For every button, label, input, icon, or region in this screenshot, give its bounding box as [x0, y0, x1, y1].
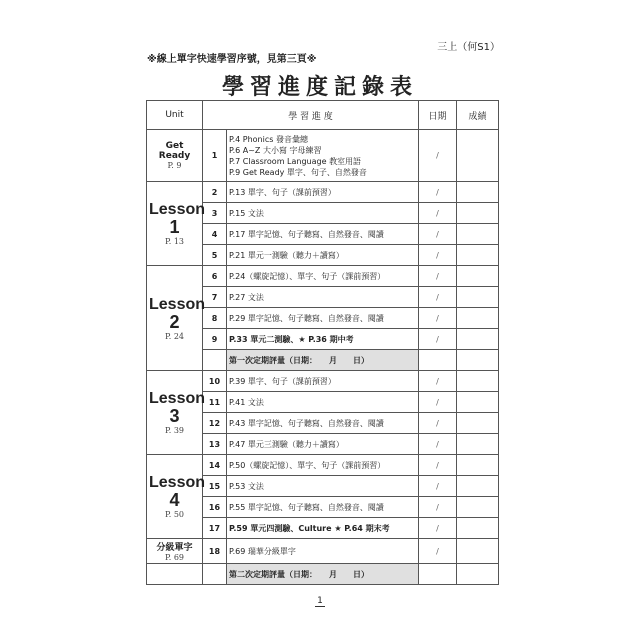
progress-text: P.50（螺旋記憶）、單字、句子（課前預習） — [227, 455, 419, 476]
exam-1-label: 第一次定期評量（日期： 月 日） — [227, 350, 419, 371]
date-cell[interactable]: / — [419, 266, 457, 287]
date-cell[interactable]: / — [419, 518, 457, 539]
unit-name: Lesson — [149, 201, 206, 218]
unit-number: 3 — [169, 406, 180, 426]
unit-name: Lesson — [149, 295, 206, 313]
row-number: 15 — [203, 476, 227, 497]
score-cell[interactable] — [457, 329, 499, 350]
score-cell[interactable] — [457, 518, 499, 539]
progress-text: P.33 單元二測驗、★ P.36 期中考 — [227, 329, 419, 350]
header-date: 日期 — [419, 101, 457, 130]
unit-cell-lesson-4 — [147, 455, 206, 539]
progress-text: P.55 單字記憶、句子聽寫、自然發音、閱讀 — [227, 497, 419, 518]
date-cell[interactable]: / — [419, 434, 457, 455]
row-number: 1 — [203, 130, 227, 182]
unit-number: 2 — [169, 311, 180, 332]
unit-cell-lesson-1 — [147, 182, 206, 266]
progress-text: P.29 單字記憶、句子聽寫、自然發音、閱讀 — [227, 308, 419, 329]
header-score: 成績 — [457, 101, 499, 130]
empty-cell — [203, 350, 227, 371]
serial-number-note: ※線上單字快速學習序號，見第三頁※ — [147, 54, 317, 65]
row-number: 10 — [203, 371, 227, 392]
page-number-text: 1 — [317, 596, 323, 606]
table-header-row — [147, 101, 499, 130]
row-number: 8 — [203, 308, 227, 329]
table-row — [147, 130, 499, 182]
unit-name: 分級單字 — [156, 543, 193, 553]
score-cell[interactable] — [457, 371, 499, 392]
progress-line: P.9 Get Ready 單字、句子、自然發音 — [229, 167, 367, 177]
row-number: 3 — [203, 203, 227, 224]
progress-text: P.59 單元四測驗、Culture ★ P.64 期末考 — [227, 518, 419, 539]
progress-line: P.6 A~Z 大小寫 字母練習 — [229, 145, 322, 155]
row-number: 11 — [203, 392, 227, 413]
score-cell[interactable] — [457, 287, 499, 308]
progress-text: P.53 文法 — [227, 476, 419, 497]
unit-page: P. 39 — [164, 426, 185, 435]
unit-page: P. 13 — [164, 237, 185, 246]
progress-text: P.17 單字記憶、句子聽寫、自然發音、閱讀 — [227, 224, 419, 245]
score-cell[interactable] — [457, 224, 499, 245]
date-cell[interactable]: / — [419, 329, 457, 350]
unit-number: 1 — [169, 217, 180, 237]
header-unit: Unit — [147, 101, 203, 130]
date-cell[interactable]: / — [419, 371, 457, 392]
row-number: 12 — [203, 413, 227, 434]
date-cell[interactable]: / — [419, 130, 457, 182]
score-cell[interactable] — [457, 455, 499, 476]
exam-2-score-cell[interactable] — [457, 564, 499, 585]
date-cell[interactable]: / — [419, 413, 457, 434]
score-cell[interactable] — [457, 130, 499, 182]
unit-name: Lesson — [149, 390, 206, 407]
page-title: 學習進度記錄表 — [221, 75, 418, 100]
table-row — [147, 371, 499, 392]
progress-line: P.7 Classroom Language 教室用語 — [229, 156, 362, 166]
empty-cell — [147, 564, 203, 585]
progress-text — [227, 130, 419, 182]
unit-cell-lesson-3 — [147, 371, 206, 455]
progress-text: P.13 單字、句子（課前預習） — [227, 182, 419, 203]
row-number: 18 — [203, 539, 227, 564]
score-cell[interactable] — [457, 434, 499, 455]
table-row — [147, 539, 499, 564]
score-cell[interactable] — [457, 476, 499, 497]
row-number: 17 — [203, 518, 227, 539]
score-cell[interactable] — [457, 245, 499, 266]
date-cell[interactable]: / — [419, 308, 457, 329]
score-cell[interactable] — [457, 392, 499, 413]
empty-cell — [203, 564, 227, 585]
exam-row — [147, 564, 499, 585]
date-cell[interactable]: / — [419, 539, 457, 564]
row-number: 16 — [203, 497, 227, 518]
score-cell[interactable] — [457, 539, 499, 564]
progress-line: P.4 Phonics 發音彙總 — [229, 134, 308, 144]
exam-2-label: 第二次定期評量（日期： 月 日） — [227, 564, 419, 585]
table-row — [147, 266, 499, 287]
table-row — [147, 182, 499, 203]
row-number: 9 — [203, 329, 227, 350]
row-number: 2 — [203, 182, 227, 203]
unit-cell-lesson-2 — [147, 266, 206, 371]
progress-text: P.27 文法 — [227, 287, 419, 308]
score-cell[interactable] — [457, 497, 499, 518]
progress-text: P.15 文法 — [227, 203, 419, 224]
exam-1-date-cell[interactable] — [419, 350, 457, 371]
row-number: 4 — [203, 224, 227, 245]
unit-page: P. 50 — [164, 510, 185, 519]
progress-text: P.47 單元三測驗（聽力＋讀寫） — [227, 434, 419, 455]
date-cell[interactable]: / — [419, 455, 457, 476]
date-cell[interactable]: / — [419, 392, 457, 413]
unit-page: P. 24 — [164, 331, 185, 341]
exam-2-date-cell[interactable] — [419, 564, 457, 585]
score-cell[interactable] — [457, 413, 499, 434]
table-row — [147, 455, 499, 476]
row-number: 7 — [203, 287, 227, 308]
date-cell[interactable]: / — [419, 287, 457, 308]
row-number: 5 — [203, 245, 227, 266]
progress-text: P.21 單元一測驗（聽力＋讀寫） — [227, 245, 419, 266]
progress-table — [146, 100, 499, 585]
progress-text: P.69 瑞華分級單字 — [227, 539, 419, 564]
unit-name: Get Ready — [158, 141, 191, 161]
unit-number: 4 — [169, 490, 180, 510]
unit-cell-get-ready — [147, 130, 203, 182]
score-cell[interactable] — [457, 182, 499, 203]
header-progress: 學 習 進 度 — [203, 101, 419, 130]
unit-page: P. 9 — [167, 161, 182, 170]
score-cell[interactable] — [457, 308, 499, 329]
exam-1-score-cell[interactable] — [457, 350, 499, 371]
progress-text: P.43 單字記憶、句子聽寫、自然發音、閱讀 — [227, 413, 419, 434]
date-cell[interactable]: / — [419, 497, 457, 518]
date-cell[interactable]: / — [419, 224, 457, 245]
page-number — [0, 596, 640, 606]
progress-text: P.41 文法 — [227, 392, 419, 413]
date-cell[interactable]: / — [419, 476, 457, 497]
score-cell[interactable] — [457, 203, 499, 224]
progress-text: P.39 單字、句子（課前預習） — [227, 371, 419, 392]
date-cell[interactable]: / — [419, 203, 457, 224]
row-number: 14 — [203, 455, 227, 476]
row-number: 6 — [203, 266, 227, 287]
unit-cell-vocabulary — [147, 539, 203, 564]
unit-page: P. 69 — [164, 553, 185, 562]
row-number: 13 — [203, 434, 227, 455]
unit-name: Lesson — [149, 474, 206, 491]
corner-label: 三上（何S1） — [437, 42, 500, 53]
date-cell[interactable]: / — [419, 182, 457, 203]
score-cell[interactable] — [457, 266, 499, 287]
progress-text: P.24（螺旋記憶）、單字、句子（課前預習） — [227, 266, 419, 287]
date-cell[interactable]: / — [419, 245, 457, 266]
